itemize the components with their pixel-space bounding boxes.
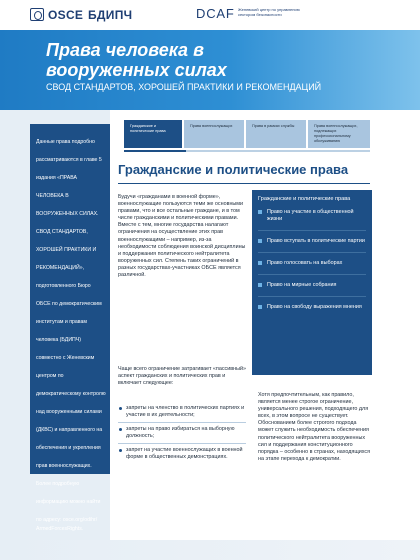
list-item bbox=[118, 447, 246, 461]
square-bullet-icon bbox=[258, 261, 262, 265]
rights-panel-title: Гражданские и политические права bbox=[258, 196, 351, 202]
list-item-text: запреты на право избираться на выборную должность; bbox=[126, 426, 235, 440]
rights-item-text: Право голосовать на выборах bbox=[267, 260, 343, 266]
panel-divider bbox=[258, 230, 366, 231]
page-subtitle: СВОД СТАНДАРТОВ, ХОРОШЕЙ ПРАКТИКИ И РЕКОМЕНДАЦИЙ bbox=[46, 82, 322, 92]
body-paragraph-2: Чаще всего ограничение затрагивает «пассивный» аспект гражданских и политических прав и включает следующее: bbox=[118, 366, 246, 387]
page-title: Права человека в вооруженных силах bbox=[46, 40, 227, 80]
rights-panel bbox=[252, 190, 372, 375]
square-bullet-icon bbox=[258, 305, 262, 309]
list-divider bbox=[118, 443, 246, 444]
restrictions-list bbox=[118, 405, 246, 465]
right-column-paragraph: Хотя предпочтительным, как правило, является менее строгое ограничение, универсального решения, подходящего для всех, в этом вопросе не существует. Обоснованием более строгого подхода может служить необходимость обеспечения политического нейтралитета вооруженных сил и поддержания конституционного порядка – особенно в странах, находящихся на этапе перехода к демократии. bbox=[258, 392, 371, 462]
rights-item bbox=[258, 209, 366, 223]
square-bullet-icon bbox=[258, 283, 262, 287]
square-bullet-icon bbox=[258, 210, 262, 214]
sidebar-link[interactable]: ArmedForcesRights. bbox=[36, 526, 84, 532]
rights-item-text: Право вступать в политические партии bbox=[267, 238, 365, 244]
panel-divider bbox=[258, 274, 366, 275]
osce-logo-icon bbox=[30, 8, 44, 21]
rights-item-text: Право на мирные собрания bbox=[267, 282, 337, 288]
list-item-text: запрет на участие военнослужащих в военной форме в общественных демонстрациях. bbox=[126, 447, 243, 461]
bullet-icon bbox=[119, 407, 122, 410]
panel-divider bbox=[258, 296, 366, 297]
list-divider bbox=[118, 422, 246, 423]
footer-strip bbox=[0, 540, 420, 560]
hero-banner bbox=[0, 30, 420, 110]
body-paragraph-1: Будучи «гражданами в военной форме», военнослужащие пользуются теми же основными правами, что и все остальные граждане, и в том числе гражданскими и политическими правами. Вместе с тем, многие государства налагают ограничения на осуществление этих прав военнослужащими – например, из-за необходимости соблюдения воинской дисциплины и поддержания политического нейтралитета вооруженных сил. Степень таких ограничений в разных государствах-участниках ОБСЕ является различной. bbox=[118, 194, 246, 279]
dcaf-logo-subtitle: Женевский центр по управлению сектором безопасности bbox=[238, 7, 300, 17]
rights-item bbox=[258, 260, 366, 267]
rights-item bbox=[258, 238, 366, 245]
bullet-icon bbox=[119, 449, 122, 452]
process-step-2: Права военнослужащих bbox=[184, 120, 244, 148]
panel-divider bbox=[258, 252, 366, 253]
sidebar-info-box bbox=[30, 124, 110, 532]
top-logo-bar bbox=[0, 0, 420, 30]
rights-item bbox=[258, 304, 366, 311]
process-steps bbox=[124, 120, 370, 148]
section-title: Гражданские и политические права bbox=[118, 162, 349, 177]
rights-item bbox=[258, 282, 366, 289]
bullet-icon bbox=[119, 428, 122, 431]
list-item bbox=[118, 405, 246, 419]
process-step-3: Права в рамках службы bbox=[246, 120, 306, 148]
sidebar bbox=[0, 110, 110, 560]
square-bullet-icon bbox=[258, 239, 262, 243]
process-step-4: Права военнослужащих, подлежащих профессиональному обслуживанию bbox=[308, 120, 370, 148]
progress-fill bbox=[124, 150, 186, 152]
section-divider bbox=[118, 183, 370, 184]
rights-item-text: Право на свободу выражения мнения bbox=[267, 304, 362, 310]
dcaf-logo-text: DCAF bbox=[196, 6, 235, 21]
list-item bbox=[118, 426, 246, 440]
sidebar-text: Данные права подробно рассматриваются в главе 5 издания «ПРАВА ЧЕЛОВЕКА В ВООРУЖЕННЫХ СИЛАХ. СВОД СТАНДАРТОВ, ХОРОШЕЙ ПРАКТИКИ И РЕКОМЕНДАЦИЙ», подготовленного Бюро ОБСЕ по демократическим институтам и правам человека (БДИПЧ) совместно с Женевским центром по демократическому контролю над вооруженными силами (ДКВС) и направленного на обеспечения и укрепления прав военнослужащих. Более подробную информацию можно найти по адресу: osce.org/odihr/ bbox=[36, 139, 106, 523]
process-step-civil-rights: Гражданские и политические права bbox=[124, 120, 182, 148]
odihr-logo-text: БДИПЧ bbox=[88, 8, 133, 22]
progress-track bbox=[124, 150, 370, 152]
list-item-text: запреты на членство в политических партиях и участие в их деятельности; bbox=[126, 405, 245, 419]
rights-item-text: Право на участие в общественной жизни bbox=[267, 209, 354, 222]
osce-logo-text: OSCE bbox=[48, 8, 84, 22]
